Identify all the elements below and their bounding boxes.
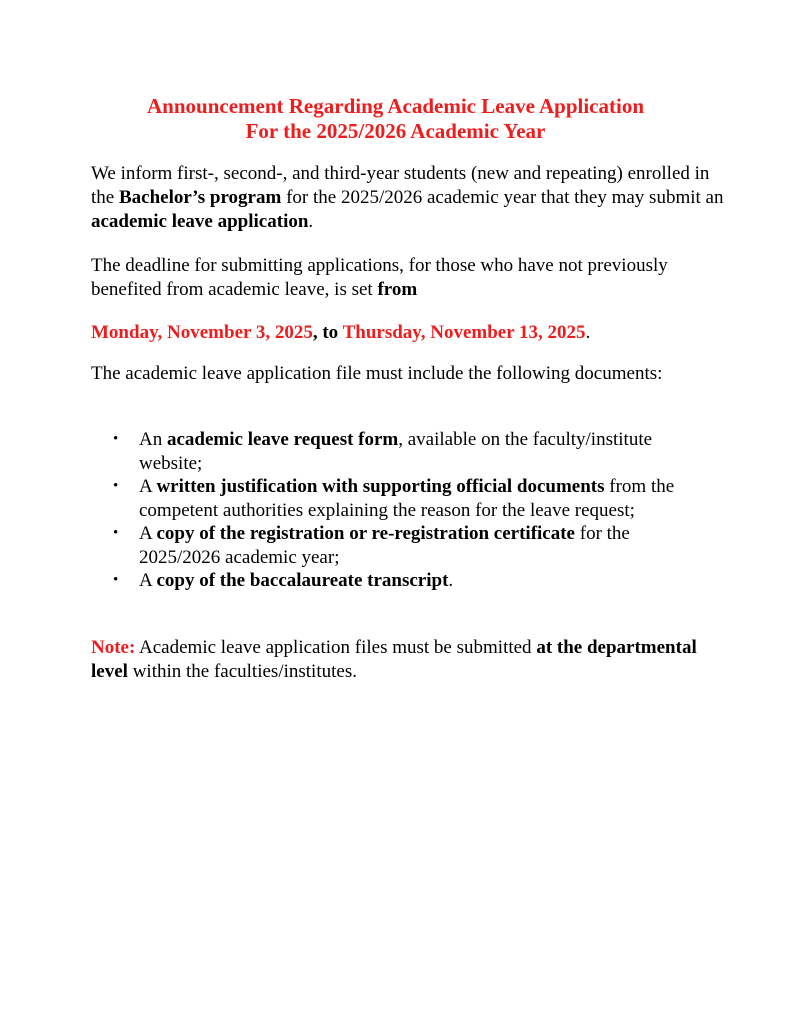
list-item-emphasis: written justification with supporting official documents — [156, 476, 605, 497]
list-item-emphasis: academic leave request form — [166, 429, 399, 450]
start-date: Monday, November 3, 2025 — [91, 322, 313, 343]
list-item-text: A — [139, 523, 157, 544]
date-connector: , to — [312, 322, 343, 343]
list-item-text: A — [139, 476, 157, 497]
list-item-text: , available on the faculty/institute website; — [139, 429, 653, 474]
note-paragraph — [91, 636, 731, 684]
documents-intro-paragraph: The academic leave application file must include the following documents: — [91, 363, 663, 384]
note-text-2: within the faculties/institutes. — [127, 661, 357, 682]
intro-paragraph — [91, 162, 731, 234]
deadline-from-emphasis: from — [377, 279, 418, 300]
intro-text-3: . — [308, 211, 314, 232]
note-text-1: Academic leave application files must be submitted — [135, 637, 537, 658]
deadline-dates — [91, 321, 731, 345]
list-item — [0, 569, 699, 593]
announcement-title-line-2: For the 2025/2026 Academic Year — [245, 119, 546, 143]
bullet-icon: • — [113, 572, 119, 588]
list-item-emphasis: copy of the baccalaureate transcript — [156, 570, 449, 591]
list-item-text: . — [448, 570, 454, 591]
list-item — [0, 428, 699, 475]
deadline-text: The deadline for submitting applications, for those who have not previously benefited from academic leave, is set — [91, 255, 668, 300]
bullet-icon: • — [113, 525, 119, 541]
list-item-text: A — [139, 570, 157, 591]
intro-text-1: We inform first-, second-, and third-year students (new and repeating) enrolled in the — [91, 163, 710, 208]
list-item-emphasis: copy of the registration or re-registration certificate — [156, 523, 575, 544]
list-item-text: from the competent authorities explaining the reason for the leave request; — [139, 476, 675, 521]
bullet-icon: • — [113, 431, 119, 447]
academic-leave-application-emphasis: academic leave application — [91, 211, 309, 232]
bachelors-program-emphasis: Bachelor’s program — [118, 187, 282, 208]
date-period: . — [585, 322, 591, 343]
list-item — [0, 475, 699, 522]
list-item-text: for the 2025/2026 academic year; — [139, 523, 630, 568]
list-item-text: An — [139, 429, 167, 450]
end-date: Thursday, November 13, 2025 — [342, 322, 586, 343]
bullet-icon: • — [113, 478, 119, 494]
announcement-title-line-1: Announcement Regarding Academic Leave Application — [147, 94, 644, 118]
deadline-paragraph — [91, 254, 731, 302]
note-label: Note: — [91, 637, 136, 658]
required-documents-list — [0, 428, 791, 593]
list-item — [0, 522, 699, 569]
intro-text-2: for the 2025/2026 academic year that they may submit an — [281, 187, 724, 208]
departmental-level-emphasis: at the departmental level — [91, 637, 697, 682]
